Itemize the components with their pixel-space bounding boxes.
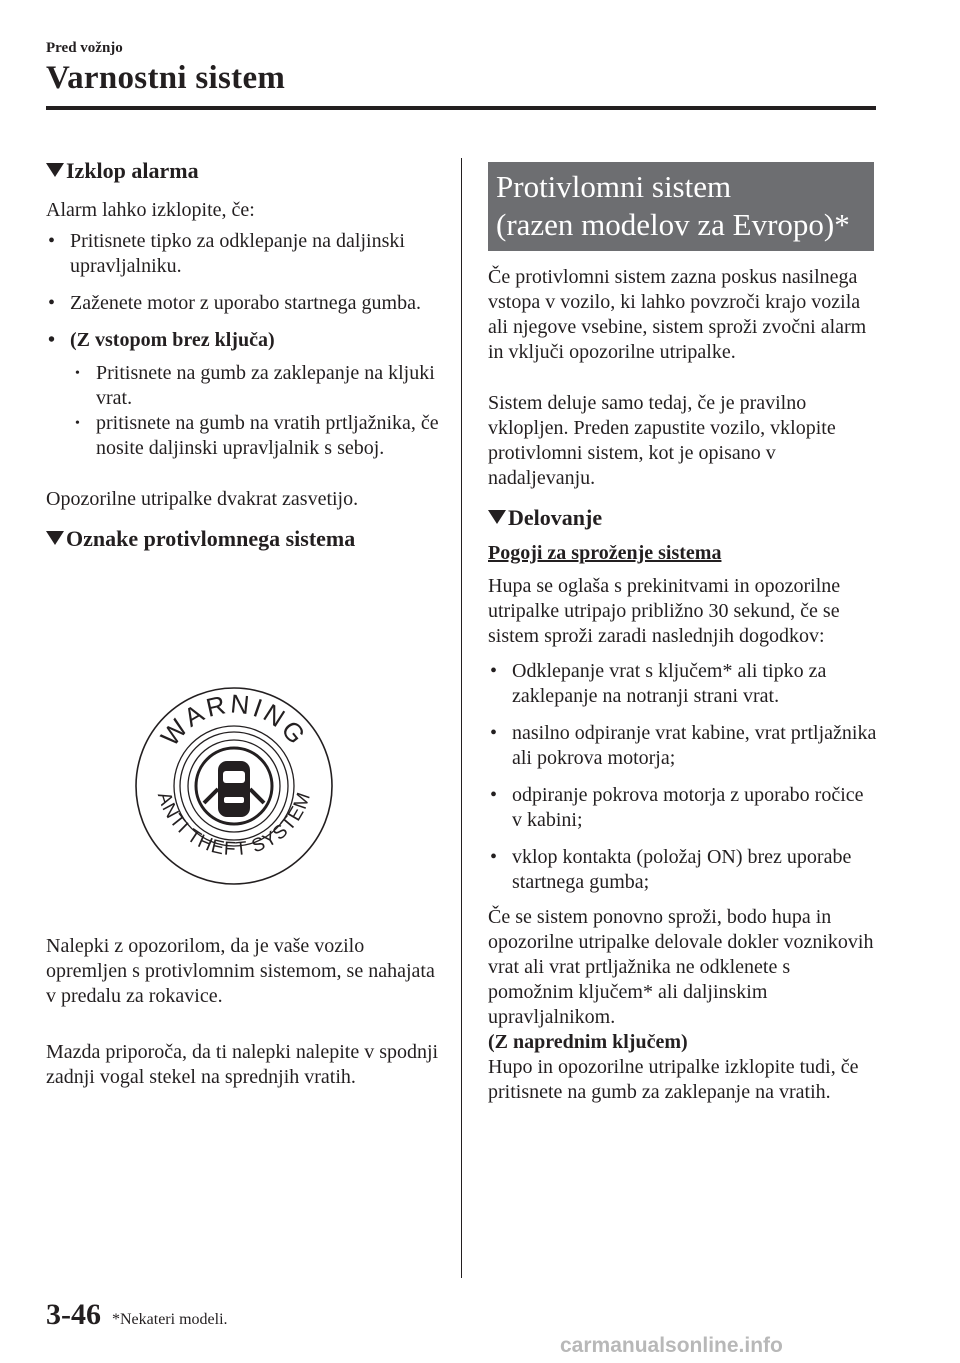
section-banner bbox=[488, 162, 874, 251]
list-item: • Pritisnete na gumb za zaklepanje na kljuki vrat. bbox=[72, 361, 446, 411]
title-rule bbox=[46, 106, 876, 110]
watermark: carmanualsonline.info bbox=[560, 1334, 783, 1357]
trigger-list bbox=[488, 659, 878, 895]
banner-line-1: Protivlomni sistem bbox=[496, 169, 732, 204]
section-label: Pred vožnjo bbox=[46, 40, 123, 56]
label-paragraph-1: Nalepki z opozorilom, da je vaše vozilo opremljen s protivlomnim sistemom, se nahajata v predalu za rokavice. bbox=[46, 935, 435, 1007]
advanced-key-heading: (Z naprednim ključem) bbox=[488, 1031, 688, 1053]
banner-line-2: (razen modelov za Evropo)* bbox=[496, 207, 850, 242]
subheading-labels: Oznake protivlomnega sistema bbox=[46, 524, 446, 554]
page-number: 3-46 bbox=[46, 1298, 101, 1331]
intro-paragraph-1: Če protivlomni sistem zazna poskus nasilnega vstopa v vozilo, ki lahko povzroči krajo vozila ali njegove vsebine, sistem sproži zvočni alarm in vključi opozorilne utripalke. bbox=[488, 266, 867, 363]
right-column bbox=[488, 162, 878, 1105]
anti-theft-warning-label bbox=[134, 681, 334, 891]
subheading-disarm: Izklop alarma bbox=[46, 156, 446, 186]
svg-text:WARNING bbox=[155, 688, 314, 751]
page-title: Varnostni sistem bbox=[46, 60, 286, 96]
trigger-heading: Pogoji za sproženje sistema bbox=[488, 542, 722, 564]
disarm-list bbox=[46, 229, 446, 353]
list-item: • odpiranje pokrova motorja z uporabo ročice v kabini; bbox=[488, 783, 878, 833]
anti-theft-badge-icon bbox=[134, 681, 334, 891]
disarm-intro: Alarm lahko izklopite, če: bbox=[46, 199, 255, 221]
keyless-list bbox=[46, 361, 446, 461]
trigger-intro: Hupa se oglaša s prekinitvami in opozorilne utripalke utripajo približno 30 sekund, če se sistem sproži zaradi naslednjih dogodkov: bbox=[488, 575, 841, 647]
list-item: • Pritisnete tipko za odklepanje na daljinski upravljalniku. bbox=[46, 229, 446, 279]
badge-top-text: WARNING bbox=[154, 688, 314, 752]
list-item: • Zaženete motor z uporabo startnega gumba. bbox=[46, 291, 446, 316]
list-item: • Odklepanje vrat s ključem* ali tipko za zaklepanje na notranji strani vrat. bbox=[488, 659, 878, 709]
list-item: • vklop kontakta (položaj ON) brez uporabe startnega gumba; bbox=[488, 845, 878, 895]
label-paragraph-2: Mazda priporoča, da ti nalepki nalepite v spodnji zadnji vogal stekel na sprednjih vratih. bbox=[46, 1041, 439, 1088]
list-item: • (Z vstopom brez ključa) bbox=[46, 328, 446, 353]
subheading-operation: Delovanje bbox=[488, 503, 878, 533]
intro-paragraph-2: Sistem deluje samo tedaj, če je pravilno vklopljen. Preden zapustite vozilo, vklopite protivlomni sistem, kot je opisano v nadaljevanju. bbox=[488, 392, 836, 489]
triangle-marker-icon bbox=[46, 163, 64, 177]
column-divider bbox=[461, 158, 462, 1278]
list-item: • nasilno odpiranje vrat kabine, vrat prtljažnika ali pokrova motorja; bbox=[488, 721, 878, 771]
advanced-key-paragraph: Hupo in opozorilne utripalke izklopite tudi, če pritisnete na gumb za zaklepanje na vratih. bbox=[488, 1056, 859, 1103]
flash-text: Opozorilne utripalke dvakrat zasvetijo. bbox=[46, 488, 359, 510]
list-item: • pritisnete na gumb na vratih prtljažnika, če nosite daljinski upravljalnik s seboj. bbox=[72, 411, 446, 461]
triangle-marker-icon bbox=[488, 510, 506, 524]
repeat-paragraph: Če se sistem ponovno sproži, bodo hupa in opozorilne utripalke delovale dokler voznikovih vrat ali vrat prtljažnika ne odklenete s pomožnim ključem* ali daljinskim upravljalnikom. bbox=[488, 906, 874, 1028]
car-icon bbox=[204, 761, 264, 817]
footnote: *Nekateri modeli. bbox=[112, 1311, 228, 1328]
triangle-marker-icon bbox=[46, 531, 64, 545]
badge-bottom-text: ANTI THEFT SYSTEM bbox=[152, 789, 316, 861]
